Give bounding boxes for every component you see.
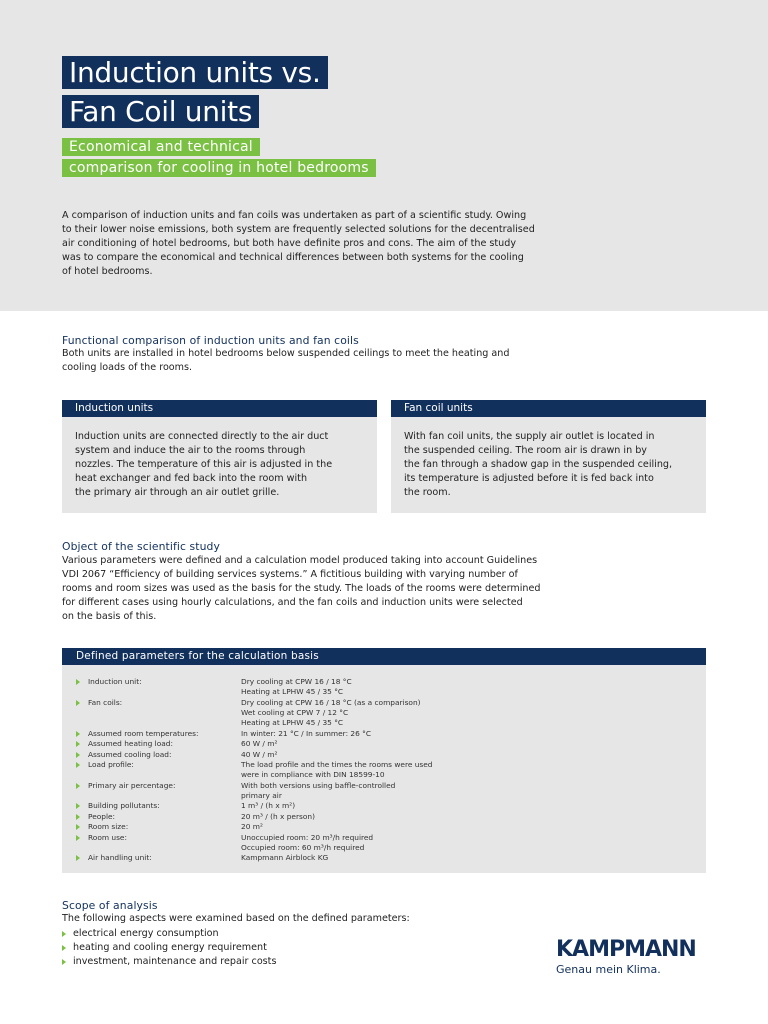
bullet-arrow-icon bbox=[76, 762, 80, 768]
param-label: Induction unit: bbox=[88, 677, 142, 686]
list-item-text: investment, maintenance and repair costs bbox=[73, 956, 277, 967]
param-value-line: primary air bbox=[241, 790, 282, 800]
fancoil-line: its temperature is adjusted before it is fed back into bbox=[404, 473, 654, 484]
induction-line: Induction units are connected directly to the air duct bbox=[75, 431, 329, 442]
param-label: Room use: bbox=[88, 832, 127, 842]
bullet-arrow-icon bbox=[76, 741, 80, 747]
param-value-line: Dry cooling at CPW 16 / 18 °C bbox=[241, 677, 352, 686]
list-item-text: electrical energy consumption bbox=[73, 928, 219, 939]
bullet-arrow-icon bbox=[76, 835, 80, 841]
subtitle-line-2: comparison for cooling in hotel bedrooms bbox=[62, 159, 376, 177]
bullet-arrow-icon bbox=[62, 959, 66, 965]
param-value-line: Occupied room: 60 m³/h required bbox=[241, 842, 365, 852]
param-value-line: 20 m³ / (h x person) bbox=[241, 811, 315, 821]
param-value bbox=[241, 781, 501, 802]
induction-line: the primary air through an air outlet grille. bbox=[75, 487, 280, 498]
bullet-arrow-icon bbox=[76, 752, 80, 758]
param-value-line: 60 W / m² bbox=[241, 739, 278, 748]
study-section-text bbox=[62, 554, 541, 624]
fancoil-box-body bbox=[391, 417, 706, 513]
intro-line: of hotel bedrooms. bbox=[62, 266, 153, 277]
param-value bbox=[241, 853, 501, 863]
param-value-line: Heating at LPHW 45 / 35 °C bbox=[241, 687, 344, 697]
param-value bbox=[241, 729, 501, 739]
study-line: on the basis of this. bbox=[62, 611, 157, 622]
logo-tagline: Genau mein Klima. bbox=[556, 963, 661, 976]
logo-wordmark: KAMPMANN bbox=[556, 937, 696, 962]
bullet-arrow-icon bbox=[76, 731, 80, 737]
param-value bbox=[241, 750, 501, 760]
fancoil-line: With fan coil units, the supply air outlet is located in bbox=[404, 431, 655, 442]
param-value-line: 1 m³ / (h x m²) bbox=[241, 801, 296, 810]
page-title-line-1: Induction units vs. bbox=[62, 56, 328, 89]
bullet-arrow-icon bbox=[76, 679, 80, 685]
list-item-text: heating and cooling energy requirement bbox=[73, 942, 267, 953]
param-value-line: 40 W / m² bbox=[241, 749, 278, 759]
scope-section-title: Scope of analysis bbox=[62, 899, 158, 912]
param-value bbox=[241, 833, 501, 854]
study-line: VDI 2067 “Efficiency of building services systems.” A fictitious building with varying number of bbox=[62, 569, 518, 580]
param-label: Room size: bbox=[88, 822, 129, 831]
param-value-line: Dry cooling at CPW 16 / 18 °C (as a comparison) bbox=[241, 697, 421, 707]
fancoil-box-heading: Fan coil units bbox=[391, 400, 706, 417]
functional-section-title: Functional comparison of induction units and fan coils bbox=[62, 334, 359, 347]
functional-line: cooling loads of the rooms. bbox=[62, 362, 193, 373]
param-value-line: were in compliance with DIN 18599-10 bbox=[241, 770, 385, 780]
functional-line: Both units are installed in hotel bedrooms below suspended ceilings to meet the heating and bbox=[62, 348, 510, 359]
functional-section-text bbox=[62, 347, 509, 375]
fancoil-line: the room. bbox=[404, 487, 451, 498]
kampmann-logo bbox=[556, 937, 696, 977]
bullet-arrow-icon bbox=[76, 814, 80, 820]
param-value bbox=[241, 698, 501, 729]
intro-line: air conditioning of hotel bedrooms, but both have definite pros and cons. The aim of the study bbox=[62, 238, 517, 249]
page-title-line-2: Fan Coil units bbox=[62, 95, 259, 128]
list-item bbox=[62, 955, 276, 969]
scope-list bbox=[62, 927, 276, 969]
bullet-arrow-icon bbox=[76, 855, 80, 861]
param-value bbox=[241, 822, 501, 832]
bullet-arrow-icon bbox=[76, 700, 80, 706]
study-line: rooms and room sizes was used as the basis for the study. The loads of the rooms were determined bbox=[62, 583, 541, 594]
param-label: Building pollutants: bbox=[88, 801, 160, 810]
param-value-line: In winter: 21 °C / In summer: 26 °C bbox=[241, 728, 372, 738]
fancoil-line: the fan through a shadow gap in the suspended ceiling, bbox=[404, 459, 673, 470]
induction-line: nozzles. The temperature of this air is adjusted in the bbox=[75, 459, 333, 470]
param-label: People: bbox=[88, 811, 116, 821]
list-item bbox=[62, 927, 276, 941]
param-label: Primary air percentage: bbox=[88, 780, 176, 790]
param-label: Assumed room temperatures: bbox=[88, 728, 199, 738]
param-value-line: Kampmann Airblock KG bbox=[241, 853, 329, 862]
param-value-line: With both versions using baffle-controlled bbox=[241, 780, 396, 790]
subtitle-line-1: Economical and technical bbox=[62, 138, 260, 156]
param-value-line: Heating at LPHW 45 / 35 °C bbox=[241, 718, 344, 728]
intro-line: to their lower noise emissions, both system are frequently selected solutions for the decentralised bbox=[62, 224, 535, 235]
induction-box-body bbox=[62, 417, 377, 513]
param-label: Air handling unit: bbox=[88, 853, 152, 862]
induction-line: heat exchanger and fed back into the room with bbox=[75, 473, 308, 484]
param-label: Fan coils: bbox=[88, 697, 123, 707]
bullet-arrow-icon bbox=[62, 945, 66, 951]
param-value bbox=[241, 760, 501, 781]
param-value bbox=[241, 739, 501, 749]
param-value-line: Wet cooling at CPW 7 / 12 °C bbox=[241, 707, 349, 717]
params-heading: Defined parameters for the calculation basis bbox=[62, 648, 706, 665]
study-line: Various parameters were defined and a calculation model produced taking into account Guidelines bbox=[62, 555, 538, 566]
param-value bbox=[241, 801, 501, 811]
induction-line: system and induce the air to the rooms through bbox=[75, 445, 306, 456]
param-value bbox=[241, 812, 501, 822]
intro-paragraph bbox=[62, 209, 542, 279]
fancoil-line: the suspended ceiling. The room air is drawn in by bbox=[404, 445, 647, 456]
bullet-arrow-icon bbox=[76, 824, 80, 830]
scope-intro: The following aspects were examined based on the defined parameters: bbox=[62, 913, 410, 924]
param-label: Load profile: bbox=[88, 760, 134, 769]
intro-line: was to compare the economical and technical differences between both systems for the cooling bbox=[62, 252, 524, 263]
param-value bbox=[241, 677, 501, 698]
intro-line: A comparison of induction units and fan coils was undertaken as part of a scientific study. Owing bbox=[62, 210, 527, 221]
param-label: Assumed cooling load: bbox=[88, 749, 172, 759]
bullet-arrow-icon bbox=[76, 783, 80, 789]
param-value-line: 20 m² bbox=[241, 822, 263, 831]
list-item bbox=[62, 941, 276, 955]
param-value-line: The load profile and the times the rooms were used bbox=[241, 760, 433, 769]
study-section-title: Object of the scientific study bbox=[62, 540, 220, 553]
params-table bbox=[62, 665, 706, 873]
induction-box-heading: Induction units bbox=[62, 400, 377, 417]
study-line: for different cases using hourly calculations, and the fan coils and induction units were selected bbox=[62, 597, 523, 608]
param-value-line: Unoccupied room: 20 m³/h required bbox=[241, 832, 374, 842]
bullet-arrow-icon bbox=[62, 931, 66, 937]
param-label: Assumed heating load: bbox=[88, 739, 173, 748]
bullet-arrow-icon bbox=[76, 803, 80, 809]
